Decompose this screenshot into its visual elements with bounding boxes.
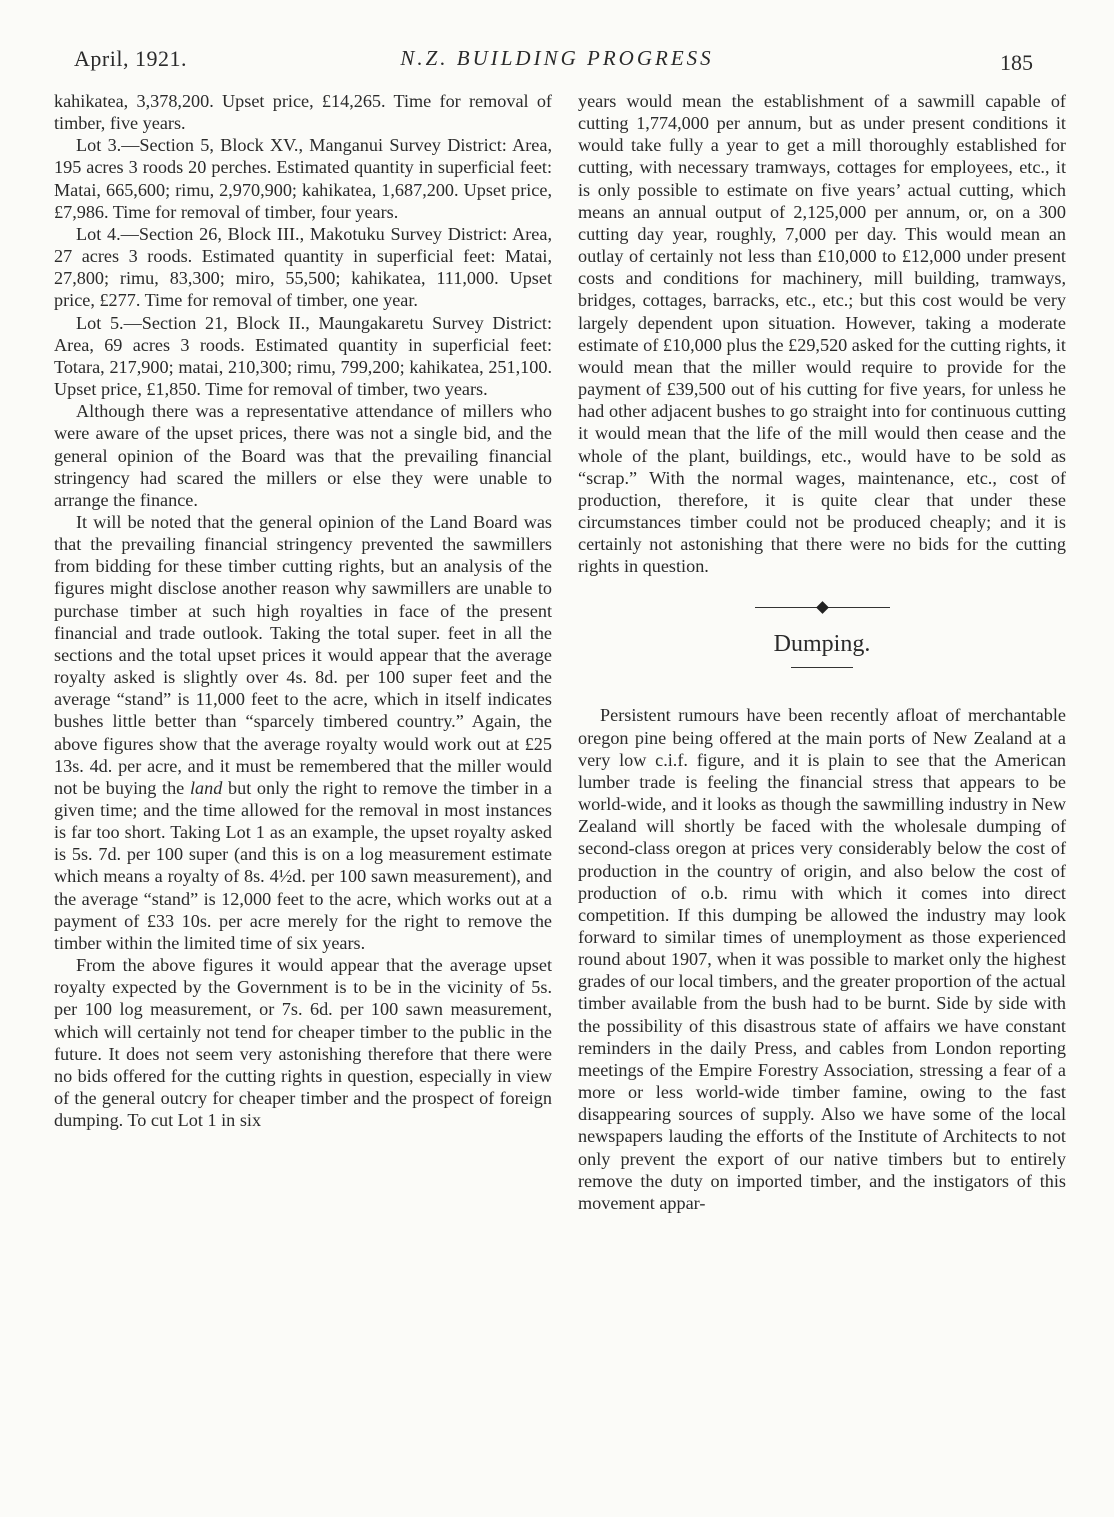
paragraph-analysis <box>54 511 552 954</box>
ornament-diamond-icon <box>816 602 829 615</box>
ornament-line-left <box>755 607 817 608</box>
analysis-italic-word: land <box>189 777 223 798</box>
paragraph-lot3: Lot 3.—Section 5, Block XV., Manganui Survey District: Area, 195 acres 3 roods 20 perches. Estimated quantity in superficial feet: Matai, 665,600; rimu, 2,970,900; kahikatea, 1,687,200. Upset price, £7,986. Time for removal of timber, four years. <box>54 135 552 222</box>
issue-date: April, 1921. <box>74 46 187 71</box>
paragraph-dumping: Persistent rumours have been recently afloat of merchantable oregon pine being offered at the main ports of New Zealand at a very low c.i.f. figure, and it is plain to see that the American lumber trade is feeling the financial stress that appears to be world-wide, and it looks as though the sawmilling industry in New Zealand will shortly be faced with the wholesale dumping of second-class oregon at prices very considerably below the cost of production in the country of origin, and also below the cost of production of o.b. rimu with which it comes into direct competition. If this dumping be allowed the industry may look forward to similar times of unemployment as those experienced round about 1907, when it was possible to market only the highest grades of our local timbers, and the greater proportion of the actual timber available from the bush had to be burnt. Side by side with the possibility of this disastrous state of affairs we have constant reminders in the daily Press, and cables from London reporting meetings of the Empire Forestry Association, stressing a fear of a more or less world-wide timber famine, owing to the fast disappearing sources of supply. Also we have some of the local newspapers lauding the efforts of the Institute of Architects to not only prevent the export of our native timbers but to entirely remove the duty on imported timber, and the instigators of this movement appar- <box>578 705 1066 1213</box>
paragraph-royalty: From the above figures it would appear that the average upset royalty expected by the Government is to be in the vicinity of 5s. per 100 log measurement, or 7s. 6d. per 100 sawn measurement, which will certainly not tend for cheaper timber to the public in the future. It does not seem very astonishing therefore that there were no bids offered for the cutting rights in question, especially in view of the general outcry for cheaper timber and the prospect of foreign dumping. To cut Lot 1 in six <box>54 955 552 1131</box>
section-ornament <box>578 603 1066 612</box>
left-column <box>54 90 552 1131</box>
paragraph-lot2-end: kahikatea, 3,378,200. Upset price, £14,265. Time for removal of timber, five years. <box>54 91 552 134</box>
publication-title: N.Z. BUILDING PROGRESS <box>400 46 714 70</box>
page-number: 185 <box>1000 50 1033 75</box>
right-column <box>578 90 1066 1214</box>
analysis-text-a: It will be noted that the general opinion of the Land Board was that the prevailing financial stringency prevented the sawmillers from bidding for these timber cutting rights, but an analysis of the figures might disclose another reason why sawmillers are unable to purchase timber at such high royalties in face of the present financial and trade outlook. Taking the total super. feet in all the sections and the total upset prices it would appear that the average royalty asked is slightly over 4s. 8d. per 100 super feet and the average “stand” is 11,000 feet to the acre, which in itself indicates bushes little better than “sparcely timbered country.” Again, the above figures show that the average royalty would work out at £25 13s. 4d. per acre, and it must be remembered that the miller would not be buying the <box>54 511 552 798</box>
paragraph-attendance: Although there was a representative attendance of millers who were aware of the upset prices, there was not a single bid, and the general opinion of the Board was that the prevailing financial stringency had scared the millers or else they were unable to arrange the finance. <box>54 401 552 510</box>
paragraph-lot5: Lot 5.—Section 21, Block II., Maungakaretu Survey District: Area, 69 acres 3 roods. Estimated quantity in superficial feet: Totara, 217,900; matai, 210,300; rimu, 799,200; kahikatea, 251,100. Upset price, £1,850. Time for removal of timber, two years. <box>54 312 552 400</box>
heading-underline <box>791 667 853 668</box>
analysis-text-b: but only the right to remove the timber in a given time; and the time allowed for the removal in most instances is far too short. Taking Lot 1 as an example, the upset royalty asked is 5s. 7d. per 100 super (and this is on a log measurement estimate which means a royalty of 8s. 4½d. per 100 sawn measurement), and the average “stand” is 12,000 feet to the acre, which works out at a payment of £33 10s. per acre merely for the right to remove the timber within the limited time of six years. <box>54 777 553 953</box>
paragraph-lot4: Lot 4.—Section 26, Block III., Makotuku Survey District: Area, 27 acres 3 roods. Estimated quantity in superficial feet: Matai, 27,800; rimu, 83,300; miro, 55,500; kahikatea, 111,000. Upset price, £277. Time for removal of timber, one year. <box>54 223 552 311</box>
paragraph-sawmill-cost: years would mean the establishment of a sawmill capable of cutting 1,774,000 per annum, but as under present conditions it would take fully a year to get a mill thoroughly established for cutting, with necessary tramways, cottages for employees, etc., it is only possible to estimate on five years’ actual cutting, which means an annual output of 2,125,000 per annum, or, on a 300 cutting day year, roughly, 7,000 per day. This would mean an outlay of certainly not less than £10,000 to £12,000 under present costs and conditions for machinery, mill building, tramways, bridges, cottages, barracks, etc., etc.; but this cost would be very largely dependent upon situation. However, taking a moderate estimate of £10,000 plus the £29,520 asked for the cutting rights, it would mean that the miller would require to provide for the payment of £39,500 out of his cutting for five years, for unless he had other adjacent bushes to go straight into for continuous cutting it would mean that the life of the mill would then cease and the whole of the plant, buildings, etc., would have to be sold as “scrap.” With the normal wages, maintenance, etc., cost of production, therefore, it is quite clear that under these circumstances timber could not be produced cheaply; and it is certainly not astonishing that there were no bids for the cutting rights in question. <box>578 91 1066 577</box>
page-header <box>0 40 1114 80</box>
section-heading: Dumping. <box>773 631 871 658</box>
ornament-line-right <box>828 607 890 608</box>
